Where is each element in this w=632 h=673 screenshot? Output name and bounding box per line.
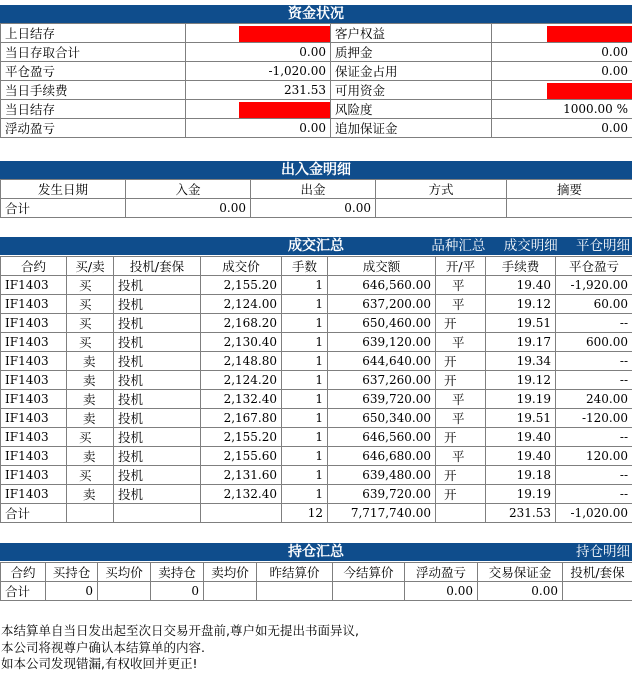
total-label: 合计	[1, 582, 46, 601]
table-row	[1, 352, 632, 371]
trade-side: 买	[67, 428, 114, 447]
trade-amount: 639,120.00	[328, 333, 436, 352]
col-summary: 摘要	[507, 180, 632, 199]
funds-label: 平仓盈亏	[1, 62, 186, 81]
trade-side: 卖	[67, 409, 114, 428]
positions-header-row	[1, 563, 632, 582]
funds-section-header	[0, 5, 632, 23]
funds-label: 可用资金	[331, 81, 492, 100]
table-row	[1, 314, 632, 333]
trade-open-close: 开	[436, 371, 486, 390]
trade-contract: IF1403	[1, 371, 67, 390]
trade-hedge: 投机	[114, 314, 201, 333]
redaction-box	[547, 26, 632, 42]
trade-lots: 1	[282, 352, 328, 371]
trade-side: 卖	[67, 352, 114, 371]
col-date: 发生日期	[1, 180, 126, 199]
total-settle	[333, 582, 405, 601]
col-fee: 手续费	[486, 257, 556, 276]
trade-open-close: 开	[436, 428, 486, 447]
deposits-header-row	[1, 180, 632, 199]
trade-lots: 1	[282, 428, 328, 447]
trade-amount: 646,560.00	[328, 428, 436, 447]
trades-section-header	[0, 237, 632, 255]
trade-open-close: 平	[436, 295, 486, 314]
trade-open-close: 开	[436, 314, 486, 333]
trade-hedge: 投机	[114, 485, 201, 504]
trade-hedge: 投机	[114, 466, 201, 485]
trade-open-close: 平	[436, 390, 486, 409]
funds-table	[0, 23, 632, 138]
col-side: 买/卖	[67, 257, 114, 276]
trade-lots: 1	[282, 276, 328, 295]
trade-pnl: 240.00	[556, 390, 632, 409]
col-sell-avg: 卖均价	[204, 563, 257, 582]
trade-open-close: 平	[436, 447, 486, 466]
trades-total-row	[1, 504, 632, 523]
col-contract: 合约	[1, 563, 46, 582]
trade-contract: IF1403	[1, 352, 67, 371]
trade-open-close: 开	[436, 466, 486, 485]
trade-contract: IF1403	[1, 409, 67, 428]
trade-price: 2,148.80	[201, 352, 282, 371]
trade-amount: 650,460.00	[328, 314, 436, 333]
trade-pnl: 600.00	[556, 333, 632, 352]
col-price: 成交价	[201, 257, 282, 276]
trade-contract: IF1403	[1, 390, 67, 409]
total-pnl: -1,020.00	[556, 504, 632, 523]
col-buy-pos: 买持仓	[46, 563, 98, 582]
total-price	[201, 504, 282, 523]
link-position-detail[interactable]: 持仓明细	[576, 544, 630, 560]
total-amount: 7,717,740.00	[328, 504, 436, 523]
link-trade-detail[interactable]: 成交明细	[503, 238, 558, 254]
trade-price: 2,155.20	[201, 276, 282, 295]
trades-title: 成交汇总	[288, 238, 344, 254]
trade-price: 2,124.20	[201, 371, 282, 390]
redaction-box	[239, 26, 331, 42]
trade-lots: 1	[282, 409, 328, 428]
trade-hedge: 投机	[114, 447, 201, 466]
disclaimer-line-2: 本公司将视尊户确认本结算单的内容.	[1, 639, 205, 655]
funds-row	[1, 24, 632, 43]
total-open-close	[436, 504, 486, 523]
table-row	[1, 485, 632, 504]
col-hedge: 投机/套保	[563, 563, 632, 582]
col-prev-settle: 昨结算价	[257, 563, 333, 582]
funds-value	[492, 81, 632, 100]
trade-fee: 19.19	[486, 390, 556, 409]
trade-fee: 19.17	[486, 333, 556, 352]
trade-price: 2,132.40	[201, 390, 282, 409]
trade-pnl: --	[556, 352, 632, 371]
trade-lots: 1	[282, 485, 328, 504]
deposits-total-row	[1, 199, 632, 218]
table-row	[1, 276, 632, 295]
trade-contract: IF1403	[1, 466, 67, 485]
trade-lots: 1	[282, 333, 328, 352]
col-contract: 合约	[1, 257, 67, 276]
funds-row	[1, 81, 632, 100]
funds-value: 0.00	[492, 119, 632, 138]
trade-amount: 639,720.00	[328, 485, 436, 504]
funds-label: 客户权益	[331, 24, 492, 43]
trade-fee: 19.51	[486, 409, 556, 428]
funds-value	[186, 24, 331, 43]
col-out: 出金	[251, 180, 376, 199]
trade-hedge: 投机	[114, 409, 201, 428]
trade-lots: 1	[282, 447, 328, 466]
funds-value: 0.00	[492, 43, 632, 62]
total-hedge	[114, 504, 201, 523]
trade-hedge: 投机	[114, 276, 201, 295]
disclaimer	[1, 623, 359, 673]
col-lots: 手数	[282, 257, 328, 276]
trade-hedge: 投机	[114, 333, 201, 352]
trade-pnl: 60.00	[556, 295, 632, 314]
funds-value: 0.00	[186, 119, 331, 138]
deposits-title: 出入金明细	[281, 162, 351, 178]
total-buy-avg	[98, 582, 151, 601]
trade-lots: 1	[282, 466, 328, 485]
trade-amount: 646,560.00	[328, 276, 436, 295]
trade-open-close: 平	[436, 409, 486, 428]
trade-pnl: --	[556, 428, 632, 447]
table-row	[1, 447, 632, 466]
positions-section-header	[0, 543, 632, 561]
total-method	[376, 199, 507, 218]
trade-fee: 19.19	[486, 485, 556, 504]
trade-amount: 639,720.00	[328, 390, 436, 409]
total-label: 合计	[1, 199, 126, 218]
trade-lots: 1	[282, 390, 328, 409]
link-close-detail[interactable]: 平仓明细	[576, 238, 630, 254]
col-in: 入金	[126, 180, 251, 199]
trade-price: 2,168.20	[201, 314, 282, 333]
trade-hedge: 投机	[114, 390, 201, 409]
total-sell: 0	[151, 582, 204, 601]
trade-contract: IF1403	[1, 314, 67, 333]
trade-lots: 1	[282, 295, 328, 314]
trade-price: 2,155.20	[201, 428, 282, 447]
col-close-pnl: 平仓盈亏	[556, 257, 632, 276]
trade-amount: 637,260.00	[328, 371, 436, 390]
trade-contract: IF1403	[1, 447, 67, 466]
funds-label: 当日结存	[1, 100, 186, 119]
col-margin: 交易保证金	[478, 563, 563, 582]
disclaimer-line-1: 本结算单自当日发出起至次日交易开盘前,尊户如无提出书面异议,	[1, 623, 359, 638]
funds-value	[492, 24, 632, 43]
positions-title: 持仓汇总	[288, 544, 344, 560]
positions-total-row	[1, 582, 632, 601]
col-buy-avg: 买均价	[98, 563, 151, 582]
deposits-section-header	[0, 161, 632, 179]
col-open-close: 开/平	[436, 257, 486, 276]
trade-price: 2,132.40	[201, 485, 282, 504]
funds-value: 0.00	[186, 43, 331, 62]
funds-value: 1000.00 %	[492, 100, 632, 119]
col-amount: 成交额	[328, 257, 436, 276]
trade-amount: 639,480.00	[328, 466, 436, 485]
table-row	[1, 295, 632, 314]
trade-lots: 1	[282, 371, 328, 390]
trade-fee: 19.18	[486, 466, 556, 485]
total-sell-avg	[204, 582, 257, 601]
trade-fee: 19.51	[486, 314, 556, 333]
trade-fee: 19.34	[486, 352, 556, 371]
trade-hedge: 投机	[114, 295, 201, 314]
trade-lots: 1	[282, 314, 328, 333]
trade-pnl: --	[556, 371, 632, 390]
link-variety-summary[interactable]: 品种汇总	[431, 238, 486, 254]
trade-price: 2,167.80	[201, 409, 282, 428]
funds-label: 风险度	[331, 100, 492, 119]
trade-price: 2,131.60	[201, 466, 282, 485]
trade-pnl: --	[556, 314, 632, 333]
total-margin: 0.00	[478, 582, 563, 601]
funds-label: 追加保证金	[331, 119, 492, 138]
total-buy: 0	[46, 582, 98, 601]
trade-side: 卖	[67, 485, 114, 504]
table-row	[1, 371, 632, 390]
funds-row	[1, 119, 632, 138]
trade-contract: IF1403	[1, 333, 67, 352]
trade-hedge: 投机	[114, 352, 201, 371]
trade-fee: 19.12	[486, 371, 556, 390]
col-float-pnl: 浮动盈亏	[405, 563, 478, 582]
trade-open-close: 开	[436, 352, 486, 371]
total-out: 0.00	[251, 199, 376, 218]
funds-label: 当日存取合计	[1, 43, 186, 62]
funds-label: 当日手续费	[1, 81, 186, 100]
trade-contract: IF1403	[1, 276, 67, 295]
trade-fee: 19.12	[486, 295, 556, 314]
trade-side: 买	[67, 466, 114, 485]
trade-hedge: 投机	[114, 371, 201, 390]
trade-side: 买	[67, 276, 114, 295]
trade-amount: 650,340.00	[328, 409, 436, 428]
table-row	[1, 390, 632, 409]
positions-table	[0, 562, 632, 601]
funds-value: 0.00	[492, 62, 632, 81]
trade-side: 买	[67, 333, 114, 352]
funds-label: 浮动盈亏	[1, 119, 186, 138]
trade-side: 卖	[67, 447, 114, 466]
trade-side: 卖	[67, 390, 114, 409]
trade-price: 2,124.00	[201, 295, 282, 314]
positions-links	[562, 543, 630, 561]
table-row	[1, 333, 632, 352]
funds-row	[1, 62, 632, 81]
trade-open-close: 平	[436, 333, 486, 352]
funds-row	[1, 43, 632, 62]
trade-side: 卖	[67, 371, 114, 390]
total-hedge	[563, 582, 632, 601]
funds-title: 资金状况	[288, 6, 344, 22]
total-fee: 231.53	[486, 504, 556, 523]
trade-fee: 19.40	[486, 276, 556, 295]
trades-links	[417, 237, 630, 255]
col-sell-pos: 卖持仓	[151, 563, 204, 582]
trade-side: 买	[67, 314, 114, 333]
trade-side: 买	[67, 295, 114, 314]
table-row	[1, 428, 632, 447]
col-hedge: 投机/套保	[114, 257, 201, 276]
trade-contract: IF1403	[1, 485, 67, 504]
funds-value: -1,020.00	[186, 62, 331, 81]
total-summary	[507, 199, 632, 218]
total-prev-settle	[257, 582, 333, 601]
trade-pnl: --	[556, 485, 632, 504]
trade-open-close: 平	[436, 276, 486, 295]
table-row	[1, 409, 632, 428]
trade-contract: IF1403	[1, 295, 67, 314]
funds-value	[186, 100, 331, 119]
funds-label: 质押金	[331, 43, 492, 62]
disclaimer-line-3: 如本公司发现错漏,有权收回并更正!	[1, 656, 198, 671]
trade-fee: 19.40	[486, 447, 556, 466]
trade-amount: 644,640.00	[328, 352, 436, 371]
trade-amount: 637,200.00	[328, 295, 436, 314]
trade-price: 2,155.60	[201, 447, 282, 466]
redaction-box	[239, 102, 331, 118]
total-label: 合计	[1, 504, 67, 523]
deposits-table	[0, 179, 632, 218]
table-row	[1, 466, 632, 485]
funds-row	[1, 100, 632, 119]
total-in: 0.00	[126, 199, 251, 218]
funds-label: 上日结存	[1, 24, 186, 43]
col-settle: 今结算价	[333, 563, 405, 582]
funds-value: 231.53	[186, 81, 331, 100]
col-method: 方式	[376, 180, 507, 199]
total-side	[67, 504, 114, 523]
trade-hedge: 投机	[114, 428, 201, 447]
trade-amount: 646,680.00	[328, 447, 436, 466]
total-lots: 12	[282, 504, 328, 523]
trade-fee: 19.40	[486, 428, 556, 447]
trade-pnl: 120.00	[556, 447, 632, 466]
trade-contract: IF1403	[1, 428, 67, 447]
total-float-pnl: 0.00	[405, 582, 478, 601]
trade-pnl: -120.00	[556, 409, 632, 428]
trades-header-row	[1, 257, 632, 276]
funds-label: 保证金占用	[331, 62, 492, 81]
redaction-box	[547, 83, 632, 99]
trade-price: 2,130.40	[201, 333, 282, 352]
trades-table	[0, 256, 632, 523]
trade-pnl: --	[556, 466, 632, 485]
trade-open-close: 开	[436, 485, 486, 504]
trade-pnl: -1,920.00	[556, 276, 632, 295]
